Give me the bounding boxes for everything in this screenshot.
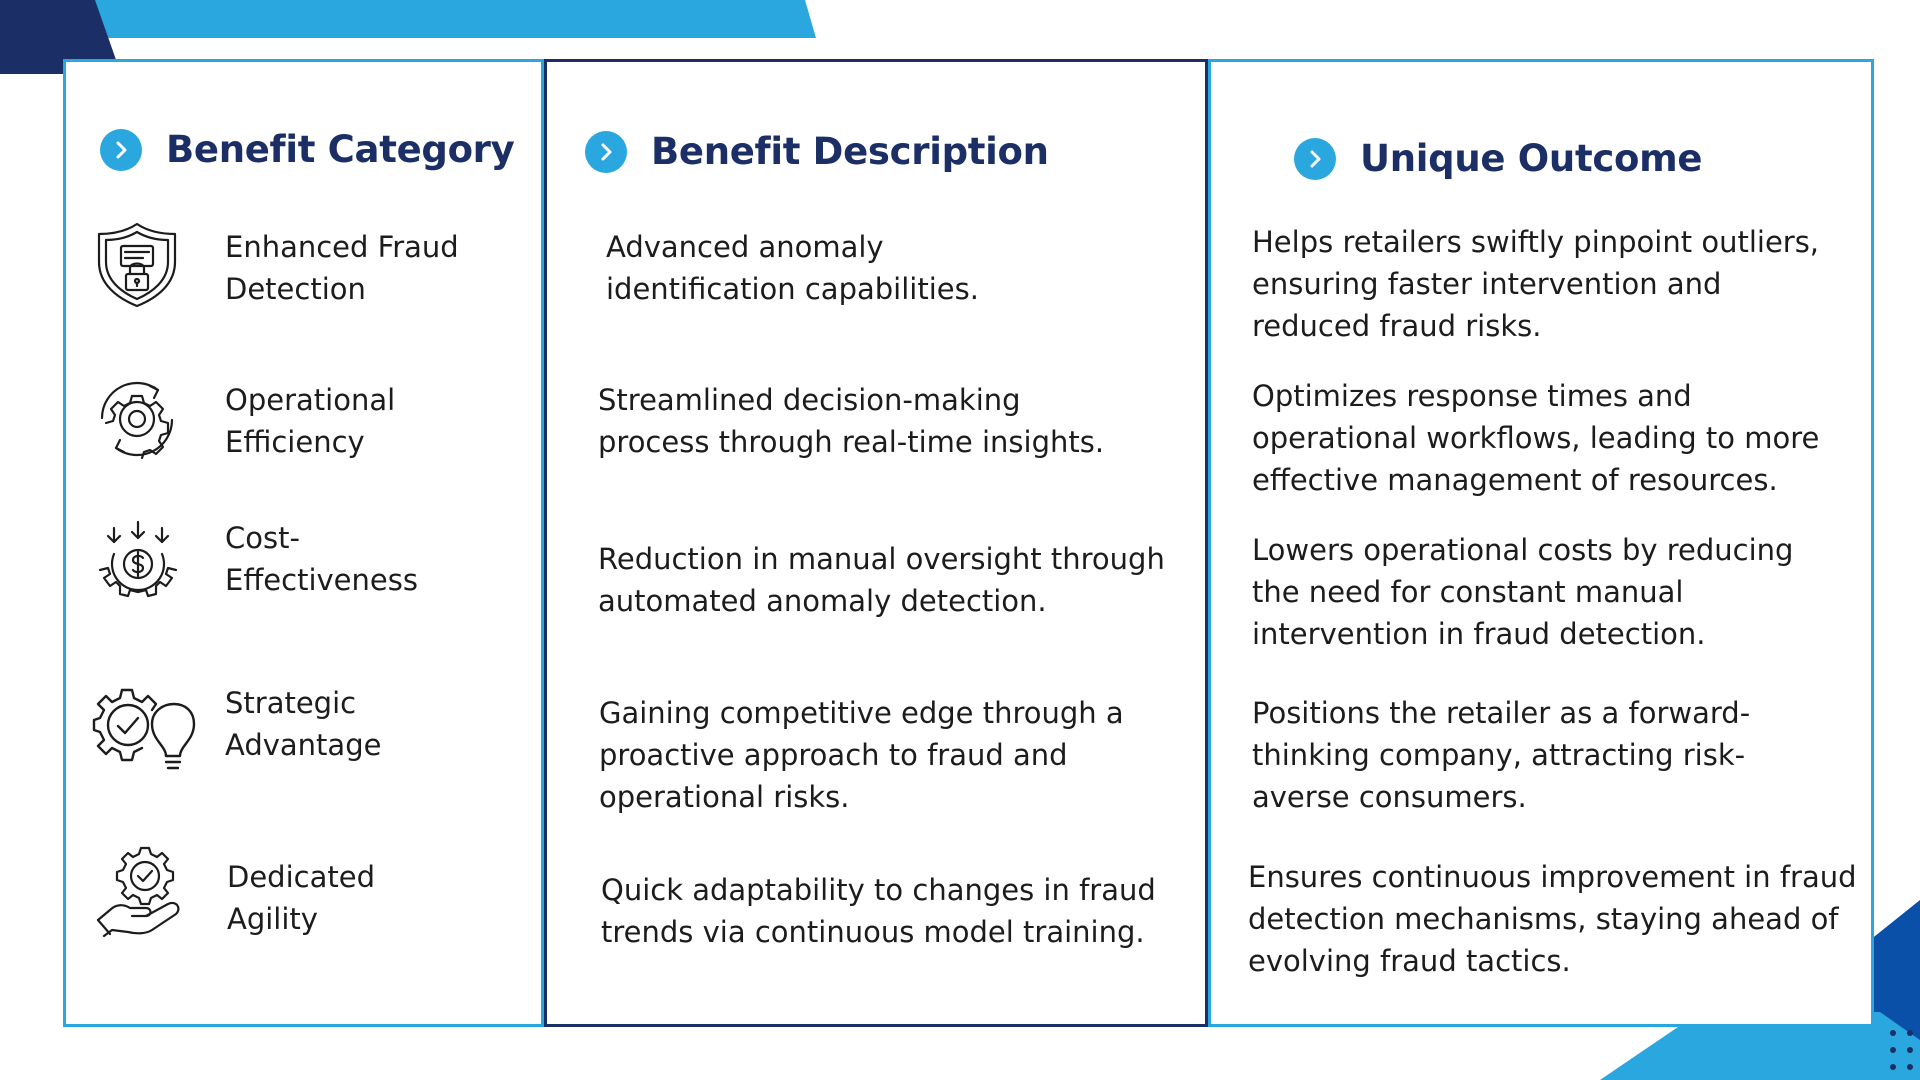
- dollar-gear-icon: [94, 520, 182, 608]
- description-fraud-detection: Advanced anomaly identification capabilities.: [606, 230, 979, 306]
- unique-outcome-header: [1294, 137, 1702, 180]
- chevron-right-icon: [100, 129, 142, 171]
- category-label-dedicated-agility: Dedicated Agility: [227, 860, 375, 936]
- category-label-strategic-advantage: Strategic Advantage: [225, 686, 382, 762]
- benefit-category-title: Benefit Category: [166, 128, 515, 171]
- hand-gear-icon: [96, 846, 188, 938]
- description-cost-effectiveness: Reduction in manual oversight through automated anomaly detection.: [598, 542, 1165, 618]
- outcome-dedicated-agility: Ensures continuous improvement in fraud detection mechanisms, staying ahead of evolving fraud tactics.: [1248, 860, 1857, 978]
- shield-lock-icon: [95, 222, 179, 308]
- unique-outcome-title: Unique Outcome: [1360, 137, 1703, 180]
- category-label-fraud-detection: Enhanced Fraud Detection: [225, 230, 459, 306]
- description-dedicated-agility: Quick adaptability to changes in fraud trends via continuous model training.: [601, 873, 1156, 949]
- outcome-operational-efficiency: Optimizes response times and operational workflows, leading to more effective management of resources.: [1252, 379, 1820, 497]
- outcome-strategic-advantage: Positions the retailer as a forward- thinking company, attracting risk- averse consumers.: [1252, 696, 1751, 814]
- category-label-cost-effectiveness: Cost- Effectiveness: [225, 521, 418, 597]
- benefit-description-title: Benefit Description: [651, 130, 1049, 173]
- chevron-right-icon: [585, 131, 627, 173]
- benefit-description-header: [585, 130, 1049, 173]
- outcome-fraud-detection: Helps retailers swiftly pinpoint outliers, ensuring faster intervention and reduced fraud risks.: [1252, 225, 1820, 343]
- gear-lightbulb-icon: [92, 686, 196, 774]
- description-strategic-advantage: Gaining competitive edge through a proactive approach to fraud and operational risks.: [599, 696, 1124, 814]
- outcome-cost-effectiveness: Lowers operational costs by reducing the need for constant manual intervention in fraud detection.: [1252, 533, 1794, 651]
- description-operational-efficiency: Streamlined decision-making process through real-time insights.: [598, 383, 1105, 459]
- benefit-category-header: [100, 128, 514, 171]
- chevron-right-icon: [1294, 138, 1336, 180]
- gear-cycle-icon: [96, 378, 178, 460]
- category-label-operational-efficiency: Operational Efficiency: [225, 383, 396, 459]
